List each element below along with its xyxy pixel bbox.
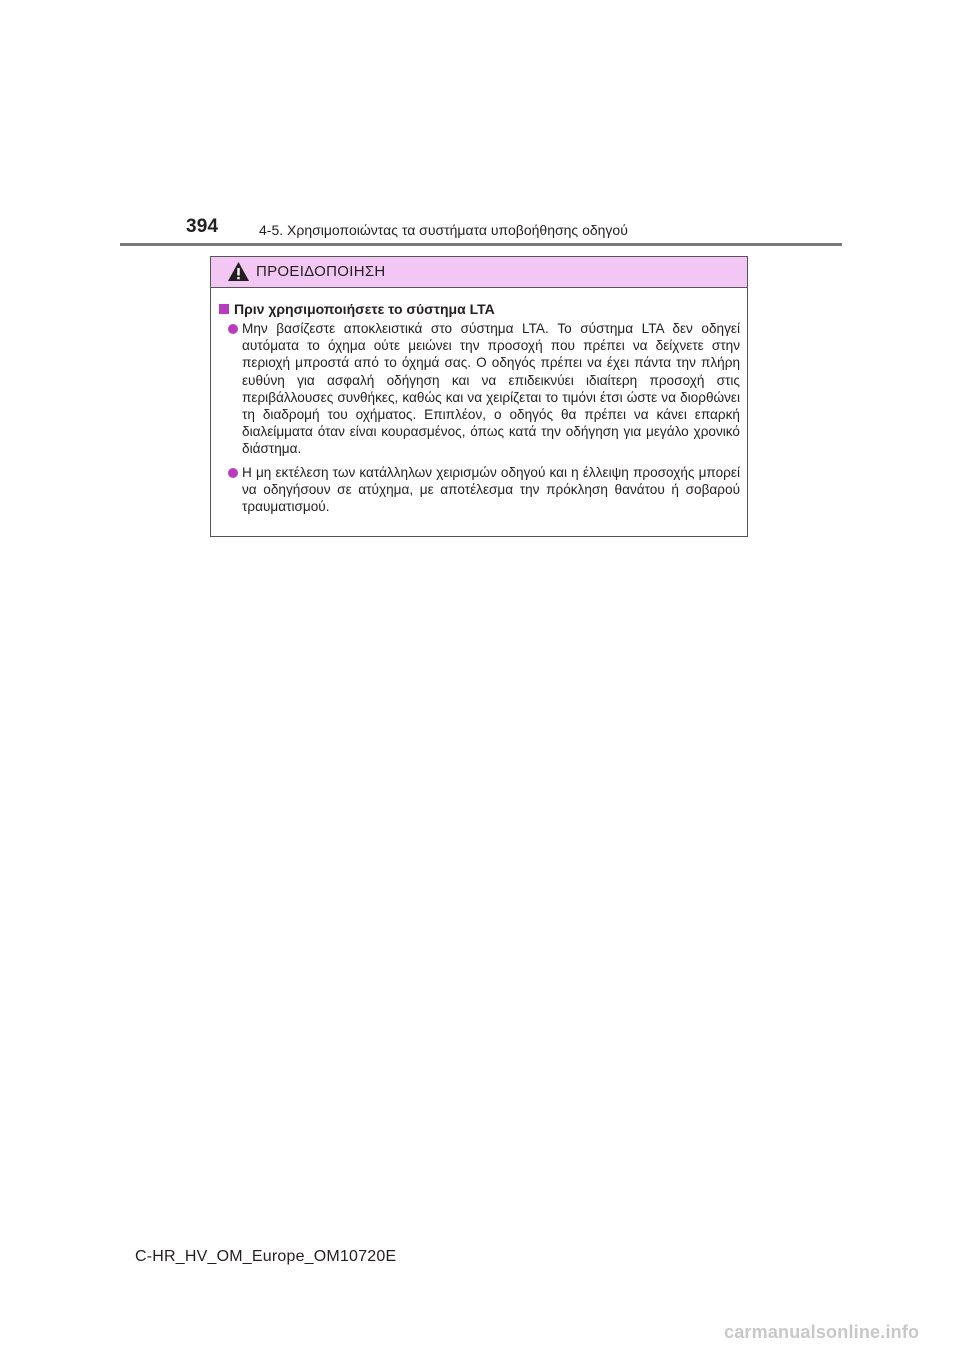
list-item-text: Μην βασίζεστε αποκλειστικά στο σύστημα LTA. Το σύστημα LTA δεν οδηγεί αυτόματα το όχημα ούτε μειώνει την προσοχή που πρέπει να δείχνετε στην περιοχή μπροστά από το όχημά σας. Ο οδηγός πρέπει να έχει πάντα την πλήρη ευθύνη για ασφαλή οδήγηση και να επιδεικνύει ιδιαίτερη προσοχή στις περιβάλλουσες συνθήκες, καθώς και να χειρίζεται το τιμόνι έτσι ώστε να διορθώνει τη διαδρομή του οχήματος. Επιπλέον, ο οδηγός θα πρέπει να κάνει επαρκή διαλείμματα όταν είναι κουρασμένος, όπως κατά την οδήγηση για μεγάλο χρονικό διάστημα.: [242, 321, 740, 457]
page-number: 394: [186, 216, 219, 237]
square-bullet-icon: [219, 304, 229, 314]
warning-subheading-text: Πριν χρησιμοποιήσετε το σύστημα LTA: [234, 301, 495, 317]
list-item: [218, 320, 740, 458]
warning-content: [211, 288, 747, 515]
header-divider: [120, 243, 842, 246]
bullet-dot-icon: [228, 468, 238, 478]
warning-title: ΠΡΟΕΙΔΟΠΟΙΗΣΗ: [256, 263, 386, 280]
document-code: C-HR_HV_OM_Europe_OM10720E: [135, 1248, 397, 1265]
section-title: 4-5. Χρησιμοποιώντας τα συστήματα υποβοήθησης οδηγού: [259, 222, 628, 238]
bullet-dot-icon: [228, 324, 238, 334]
list-item: [218, 464, 740, 516]
warning-triangle-icon: [227, 261, 250, 282]
warning-box: [210, 256, 748, 537]
watermark: carmanualsonline.info: [724, 1322, 920, 1342]
warning-header: [211, 257, 747, 288]
warning-subheading: [218, 298, 740, 320]
list-item-text: Η μη εκτέλεση των κατάλληλων χειρισμών οδηγού και η έλλειψη προσοχής μπορεί να οδηγήσουν σε ατύχημα, με αποτέλεσμα την πρόκληση θανάτου ή σοβαρού τραυματισμού.: [242, 464, 740, 515]
